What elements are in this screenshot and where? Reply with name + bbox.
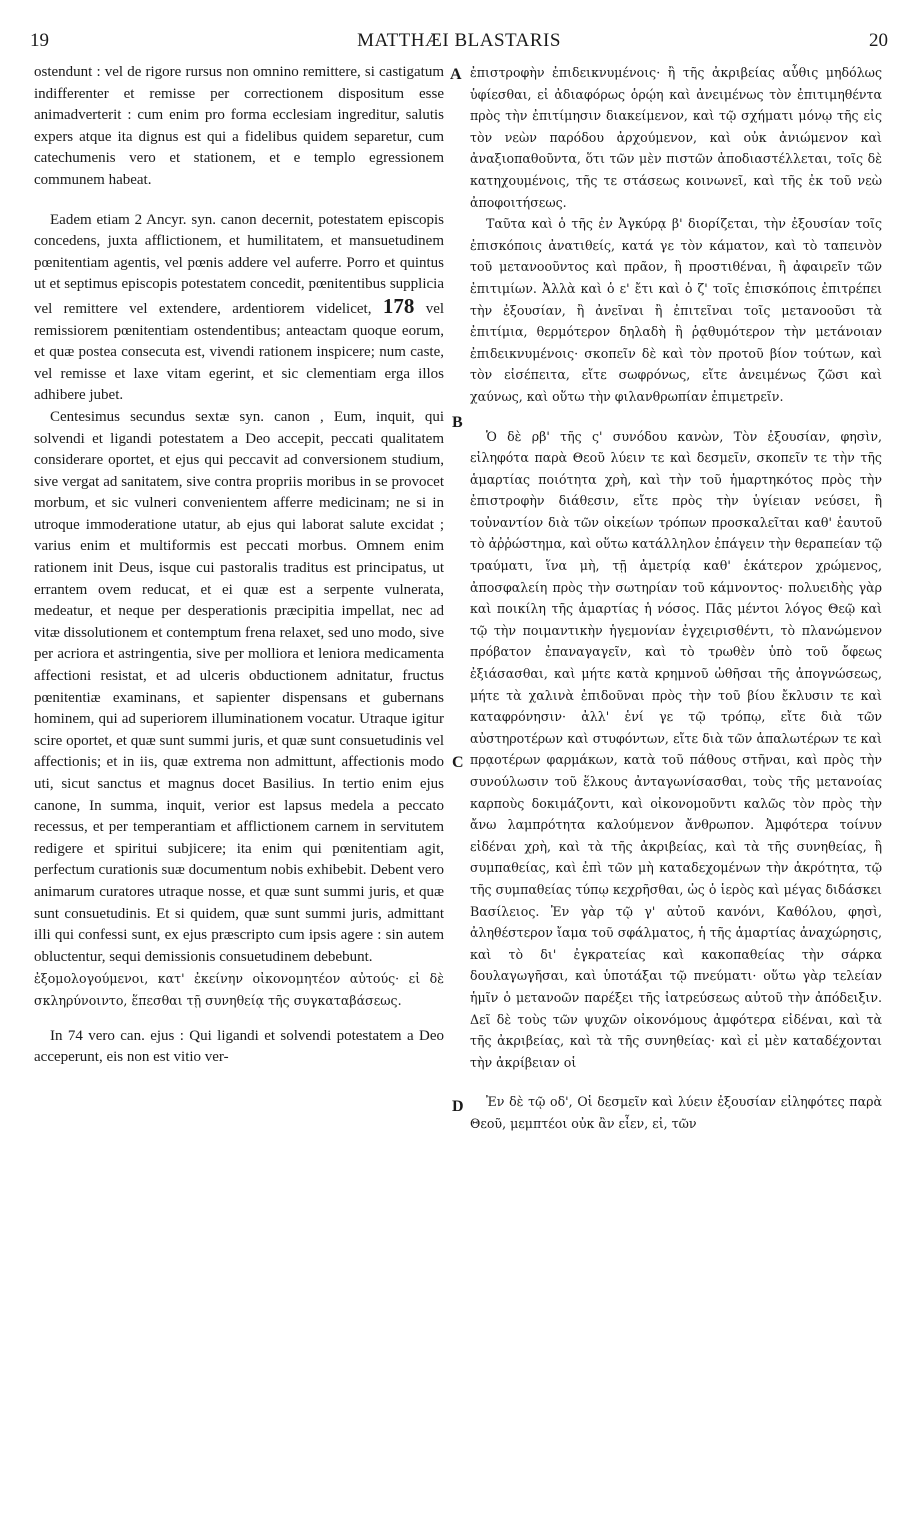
greek-continuation-line: ἐξομολογούμενοι, κατ' ἐκείνην οἰκονομητέον αὐτούς· εἰ δὲ σκληρύνοιντο, ἕπεσθαι τῇ συνηθείᾳ τῆς συγκαταβάσεως. xyxy=(34,971,444,1008)
column-number-178: 178 xyxy=(382,293,415,318)
running-header xyxy=(30,30,888,54)
greek-column xyxy=(470,62,882,1135)
running-title: MATTHÆI BLASTARIS xyxy=(357,30,561,51)
section-marker-a: A xyxy=(450,66,462,83)
latin-paragraph-2 xyxy=(34,210,444,407)
right-page-number: 20 xyxy=(869,30,888,51)
latin-paragraph-2-start: Eadem etiam 2 Ancyr. syn. canon decernit, potestatem episcopis concedens, juxta afflictionem, et humilitatem, et mansuetudinem pœnitentiam agentis, vel pœnis addere vel auferre. Porro et quintus ut et septimus episcopis potestatem concedit, pœnitentibus supplicia vel remittere vel extendere, ardentiorem videlicet, xyxy=(34,211,444,317)
latin-paragraph-2-end: vel remissiorem pœnitentiam ostendentibus; anteactam quoque eorum, et quæ postea consecuta est, vivendi rationem inspicere; num caste, vel remisse et laxe vitam egerint, et sic clementiam erga illos adhibere jubet. xyxy=(34,300,445,404)
latin-paragraph-4: In 74 vero can. ejus : Qui ligandi et solvendi potestatem a Deo acceperunt, eis non est vitio ver- xyxy=(34,1027,444,1066)
latin-paragraph-3: Centesimus secundus sextæ syn. canon , Eum, inquit, qui solvendi et ligandi potestatem a Deo accepit, peccati qualitatem considerare oportet, et ejus qui peccavit ad conversionem studium, sive vergat ad sanitatem, sive contra propriis moribus in se provocet morbum, et sic vulneri convenientem afferre medicinam; ne si in utroque immoderatione utatur, ab ejus qui laborat salute excidat ; varius enim et multiformis est peccati morbus. Omnem enim rationem init Deus, isque cui pastoralis traditus est principatus, ut errantem ovem reducat, et ei quæ est a serpente vulnerata, medeatur, et neque per desperationis præcipitia impellat, nec ad vitæ dissolutionem et contemptum frena relaxet, sed uno modo, sive per acriora et astringentia, sive per molliora et leniora medicamenta affectioni resistat, et ad ulceris obductionem adnitatur, fructus pœnitentiæ examinans, et sapienter dispensans et gubernans hominem, qui ad superiorem illuminationem vocatur. Utraque igitur scire oportet, et quæ sunt summi juris, et quæ sunt consuetudinis vel affectionis; et in iis, quæ extrema non admittunt, affectionis modo uti, sicut sanctus et magnus docet Basilius. In tertio enim ejus canone, In summa, inquit, verior est lapsus medela a peccato recessus, et per temperantiam et afflictionem carnem in servitutem redigere et spiritui subjicere; ita enim qui pœnitentiam agit, perfectum curationis suæ documentum nobis exhibebit. Debent vero animarum curatores utraque nosse, et quæ sunt summi juris, et quæ sunt consuetudinis. Et si quidem, quæ sunt summi juris, admittant illi qui confessi sunt, ex ejus præscripto cum ipsis agere : sin autem obluctentur, sequi demissionis consuetudinem debebunt. xyxy=(34,408,444,965)
section-marker-c: C xyxy=(452,754,464,771)
greek-paragraph-4: Ἐν δὲ τῷ οδ', Οἱ δεσμεῖν καὶ λύειν ἐξουσίαν εἰληφότες παρὰ Θεοῦ, μεμπτέοι οὐκ ἂν εἶεν, εἰ, τῶν xyxy=(470,1094,882,1131)
greek-paragraph-3: Ὁ δὲ ρβ' τῆς ς' συνόδου κανὼν, Τὸν ἐξουσίαν, φησὶν, εἰληφότα παρὰ Θεοῦ λύειν τε καὶ δεσμεῖν, σκοπεῖν τε τὴν τῆς ἁμαρτίας ποιότητα χρὴ, καὶ τὴν τοῦ ἡμαρτηκότος πρὸς τὴν ἐπιστροφὴν διάθεσιν, εἴτε πρὸς τὴν ὑγίειαν νεύσει, ἢ τοὐναντίον διὰ τῶν οἰκείων τρόπων προσκαλεῖται καθ' ἑαυτοῦ τὸ ἀῤῥώστημα, καὶ οὕτω κατάλληλον ἐπάγειν τὴν θεραπείαν τῷ τραύματι, ἵνα μὴ, τῇ ἀμετρίᾳ καθ' ἑκάτερον χρώμενος, ἀποσφαλείη πρὸς τὴν σωτηρίαν τοῦ κάμνοντος· πολυειδὴς γὰρ καὶ ποικίλη τῆς ἁμαρτίας ἡ νόσος. Πᾶς μέντοι λόγος Θεῷ καὶ τῷ τὴν ποιμαντικὴν ἡγεμονίαν ἐγχειρισθέντι, τὸ πλανώμενον πρόβατον ἐπαναγαγεῖν, καὶ τὸ τρωθὲν ὑπὸ τοῦ ὄφεως ἐξιάσασθαι, καὶ μήτε κατὰ κρημνοῦ ὠθῆσαι τῆς ἀπογνώσεως, μήτε τὰ χαλινὰ ἐπιδοῦναι πρὸς τὴν τοῦ βίου ἔκλυσιν τε καὶ καταφρόνησιν· ἀλλ' ἑνί γε τῷ τρόπῳ, εἴτε διὰ τῶν αὐστηροτέρων καὶ στυφόντων, εἴτε διὰ τῶν ἁπαλωτέρων τε καὶ πρᾳοτέρων φαρμάκων, κατὰ τοῦ πάθους στῆναι, καὶ πρὸς τὴν συνούλωσιν τοῦ ἕλκους ἀνταγωνίσασθαι, τοὺς τῆς μετανοίας καρποὺς δοκιμάζοντι, καὶ οἰκονομοῦντι καλῶς τὸν πρὸς τὴν ἄνω λαμπρότητα καλούμενον ἄνθρωπον. Ἀμφότερα τοίνυν εἰδέναι χρὴ, καὶ τὰ τῆς ἀκριβείας, καὶ τὰ τῆς συνηθείας, ἢ συμπαθείας, καὶ ἐπὶ τῶν μὴ καταδεχομένων τὴν ἀκρότητα, τῷ τῆς συμπαθείας τύπῳ κεχρῆσθαι, ὡς ὁ ἱερὸς καὶ μέγας διδάσκει Βασίλειος. Ἐν γὰρ τῷ γ' αὐτοῦ κανόνι, Καθόλου, φησὶ, ἀληθέστερον ἴαμα τοῦ σφάλματος, ἡ τῆς ἁμαρτίας ἀναχώρησις, καὶ τὸ δι' ἐγκρατείας καὶ κακοπαθείας τὴν σάρκα δουλαγωγῆσαι, καὶ ὑποτάξαι τῷ πνεύματι· οὕτω γὰρ τελείαν ἡμῖν ὁ μετανοῶν παρέξει τῆς ἰατρεύσεως αὐτοῦ τὴν ἀπόδειξιν. Δεῖ δὲ τοὺς τῶν ψυχῶν οἰκονόμους ἀμφότερα εἰδέναι, καὶ τὰ τῆς ἀκριβείας, καὶ τὰ τῆς συνηθείας· καὶ εἰ μὲν καταδέχονται τὴν ἀκρίβειαν οἱ xyxy=(470,428,882,1070)
section-marker-d: D xyxy=(452,1098,464,1115)
section-marker-b: B xyxy=(452,414,463,431)
left-page-number: 19 xyxy=(30,30,49,51)
latin-column xyxy=(34,62,444,1069)
greek-paragraph-1: ἐπιστροφὴν ἐπιδεικνυμένοις· ἢ τῆς ἀκριβείας αὖθις μηδόλως ὑφίεσθαι, εἰ ἀδιαφόρως ὁρῴη καὶ ἀνειμένως τὸν ἐπιτιμηθέντα πρὸς τὴν ἐπιτίμησιν διακείμενον, καὶ τῷ σχήματι μόνῳ τῆς εἰς τὸν νεὼν παρόδου ἀρχούμενον, καὶ οὐκ ἀνιώμενον καὶ ἀναξιοπαθοῦντα, ὅτι τῶν μὲν πιστῶν ἀποδιαστέλλεται, τοῖς δὲ κατηχουμένοις, τῆς τε στάσεως κοινωνεῖ, καὶ τῆς ἐκ τοῦ νεὼ ἀποφοιτήσεως. xyxy=(470,65,882,210)
latin-paragraph-1: ostendunt : vel de rigore rursus non omnino remittere, si castigatum indifferenter et remisse per correctionem dispositum esse animadverterit : cum enim pro forma ecclesiam ingreditur, salutis expers atque ita dignus est qui a fidelibus quidem separetur, cum catechumenis vero et stationem, et e templo egressionem communem habeat. xyxy=(34,64,444,188)
greek-paragraph-2: Ταῦτα καὶ ὁ τῆς ἐν Ἀγκύρᾳ β' διορίζεται, τὴν ἐξουσίαν τοῖς ἐπισκόποις ἀνατιθείς, κατά γε τὸν κάματον, καὶ τὸ ταπεινὸν τοῦ μετανοοῦντος καὶ πρᾶον, ἢ προστιθέναι, ἢ ἀφαιρεῖν τῶν ἐπιτιμίων. Ἀλλὰ καὶ ὁ ε' ἔτι καὶ ὁ ζ' τοῖς ἐπισκόποις ἐπιτρέπει τὴν ἐξουσίαν, ἢ ἀνεῖναι ἢ ἐπιτεῖναι τοῖς μετανοοῦσι τὰ ἐπιτίμια, θερμότερον δηλαδὴ ἢ ῥᾳθυμότερον τὴν μετάνοιαν ἐπιδεικνυμένοις· σκοπεῖν δὲ καὶ τὸν προτοῦ βίον τούτων, καὶ τὸν εἰσέπειτα, εἴτε σωφρόνως, εἴτε ἀνειμένως ζῶσι καὶ χαύνως, καὶ οὕτω τὴν φιλανθρωπίαν ἐπιμετρεῖν. xyxy=(470,216,882,404)
